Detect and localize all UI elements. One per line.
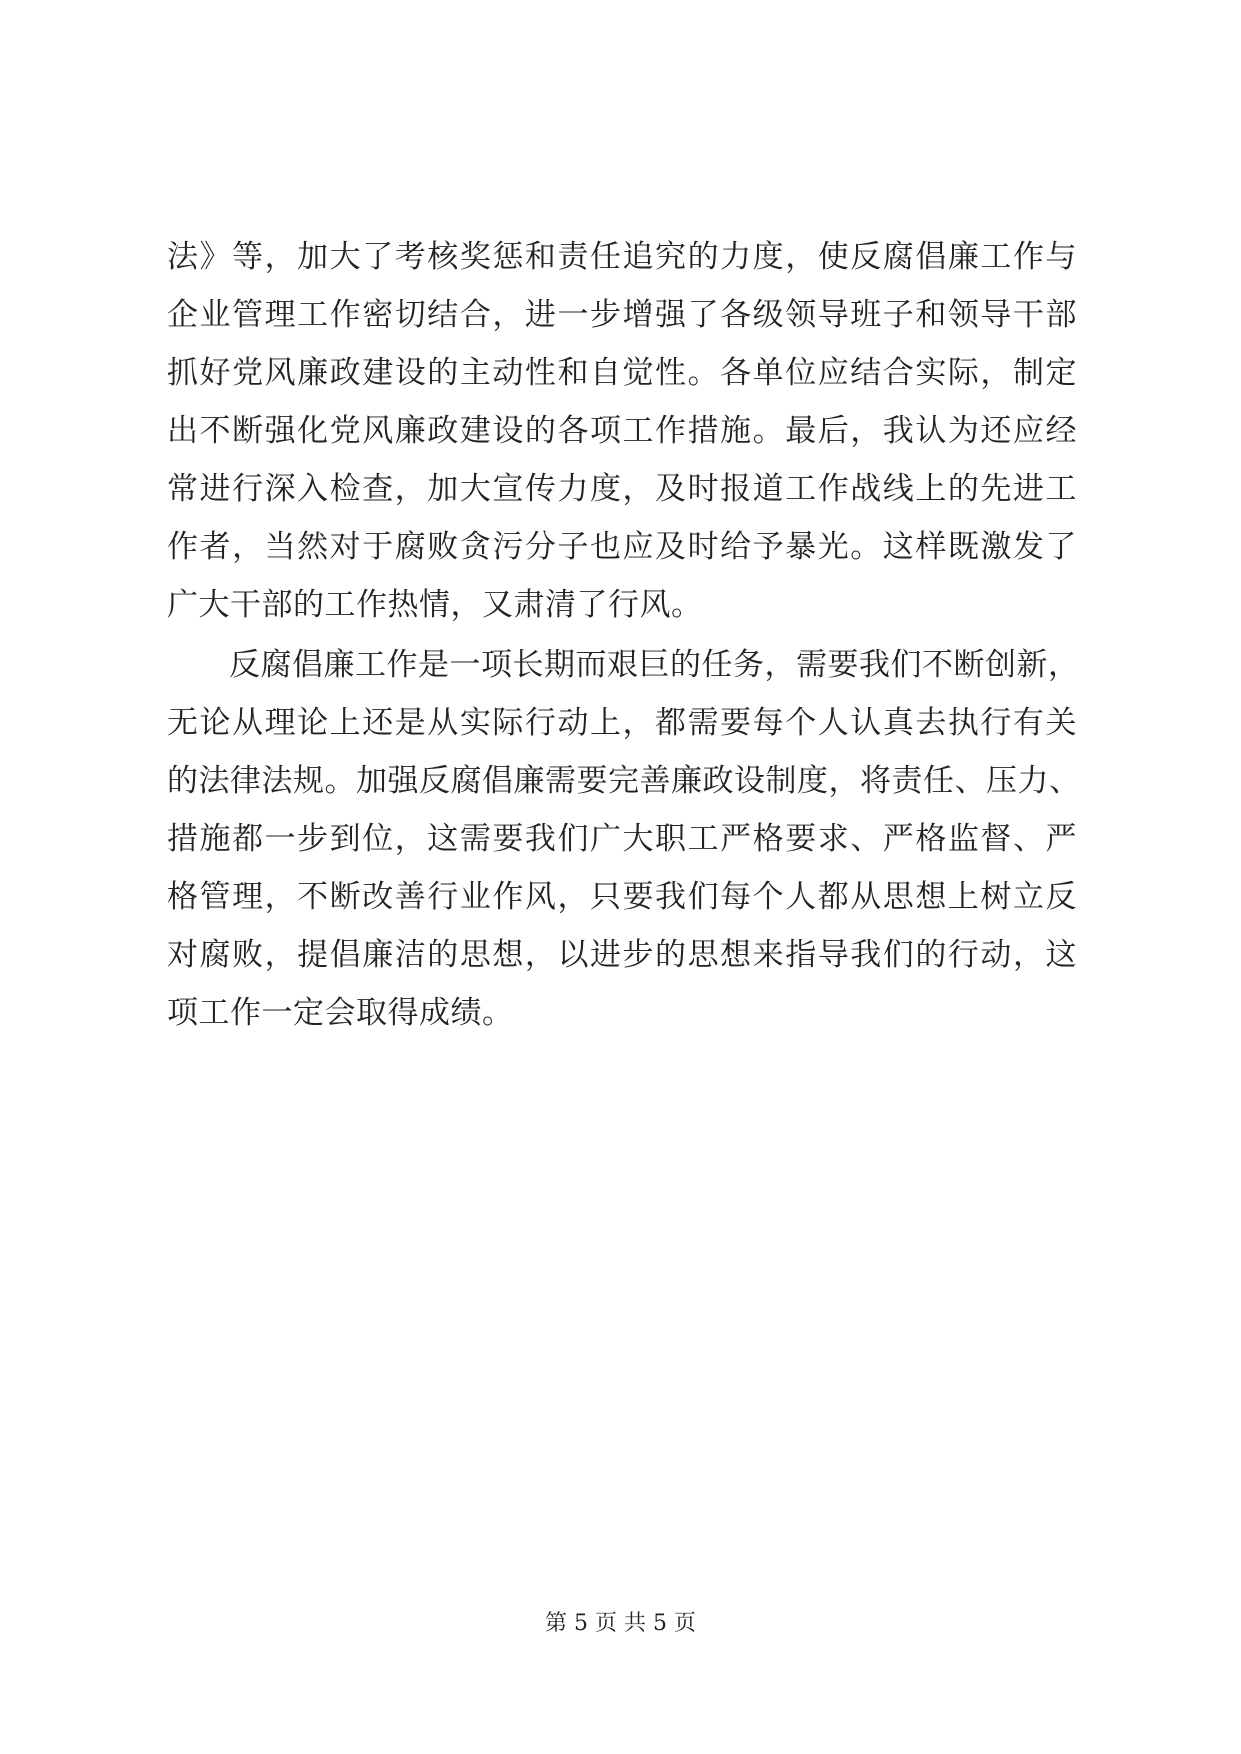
text-line: 企业管理工作密切结合，进一步增强了各级领导班子和领导干部	[167, 297, 1077, 333]
text-line: 抓好党风廉政建设的主动性和自觉性。各单位应结合实际，制定	[167, 355, 1077, 391]
text-line: 的法律法规。加强反腐倡廉需要完善廉政设制度，将责任、压力、	[167, 763, 1081, 799]
text-line: 对腐败，提倡廉洁的思想，以进步的思想来指导我们的行动，这	[167, 937, 1077, 973]
text-line: 反腐倡廉工作是一项长期而艰巨的任务，需要我们不断创新，	[229, 647, 1080, 683]
text-line: 作者，当然对于腐败贪污分子也应及时给予暴光。这样既激发了	[167, 529, 1077, 565]
paragraph-1	[167, 228, 1077, 634]
text-line: 无论从理论上还是从实际行动上，都需要每个人认真去执行有关	[167, 705, 1077, 741]
paragraph-2	[167, 636, 1081, 1042]
page-number-label: 第 5 页 共 5 页	[545, 1611, 696, 1636]
text-line: 措施都一步到位，这需要我们广大职工严格要求、严格监督、严	[167, 821, 1077, 857]
text-line: 格管理，不断改善行业作风，只要我们每个人都从思想上树立反	[167, 879, 1077, 915]
document-body	[167, 228, 1081, 1042]
page-footer	[0, 1609, 1241, 1639]
text-line: 广大干部的工作热情，又肃清了行风。	[167, 587, 703, 623]
text-line: 常进行深入检查，加大宣传力度，及时报道工作战线上的先进工	[167, 471, 1077, 507]
text-line: 出不断强化党风廉政建设的各项工作措施。最后，我认为还应经	[167, 413, 1077, 449]
text-line: 法》等，加大了考核奖惩和责任追究的力度，使反腐倡廉工作与	[167, 239, 1077, 275]
text-line: 项工作一定会取得成绩。	[167, 995, 514, 1031]
